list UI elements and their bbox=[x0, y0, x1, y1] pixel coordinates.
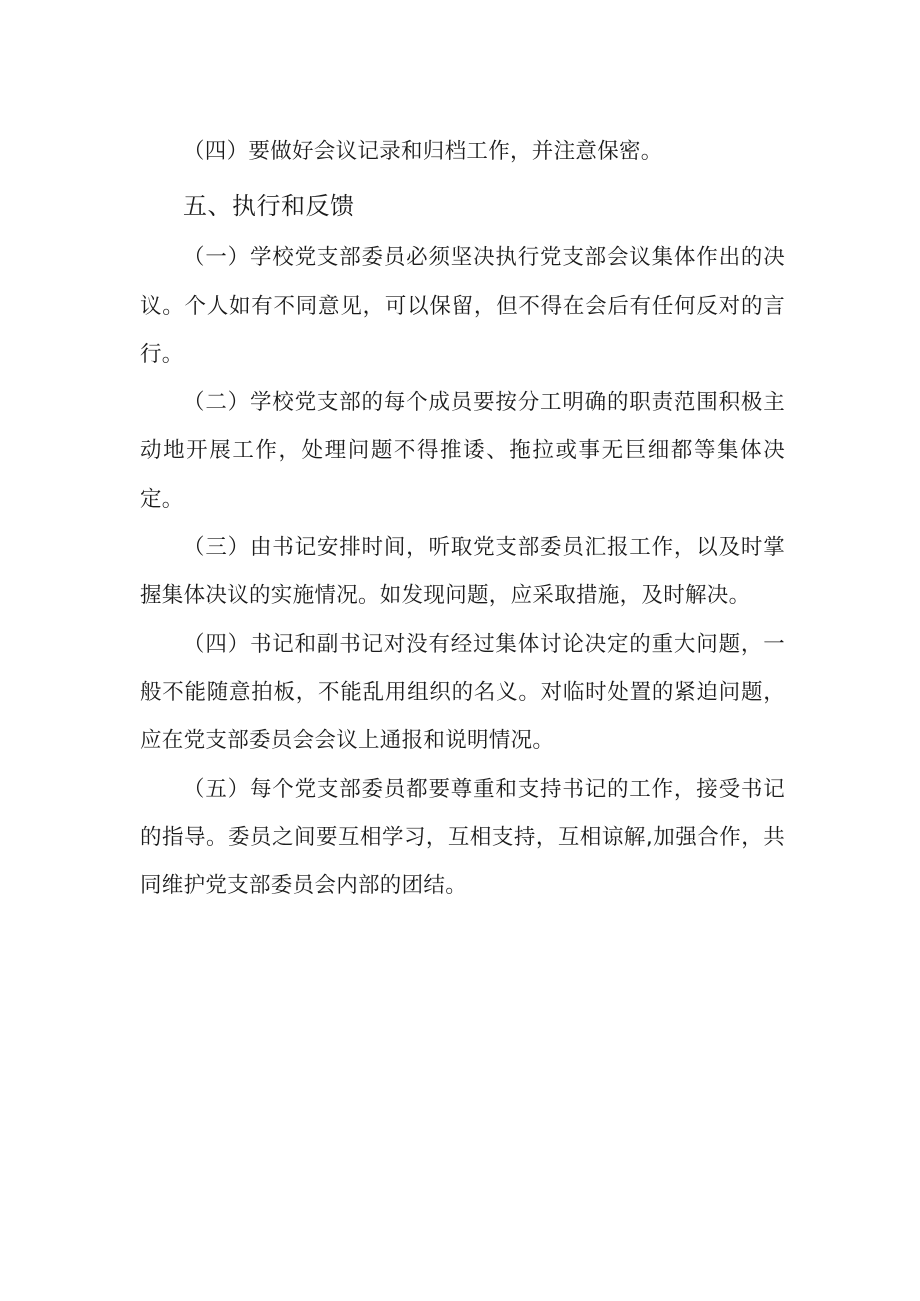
paragraph-item-2: （二）学校党支部的每个成员要按分工明确的职责范围积极主动地开展工作，处理问题不得推诿、拖拉或事无巨细都等集体决定。 bbox=[140, 390, 785, 512]
paragraph-item-1: （一）学校党支部委员必须坚决执行党支部会议集体作出的决议。个人如有不同意见，可以保留，但不得在会后有任何反对的言行。 bbox=[140, 245, 785, 367]
paragraph-item-3: （三）由书记安排时间，听取党支部委员汇报工作，以及时掌握集体决议的实施情况。如发现问题，应采取措施，及时解决。 bbox=[140, 535, 785, 609]
paragraph-record-keeping: （四）要做好会议记录和归档工作，并注意保密。 bbox=[183, 139, 663, 164]
paragraph-item-4: （四）书记和副书记对没有经过集体讨论决定的重大问题，一般不能随意拍板，不能乱用组织的名义。对临时处置的紧迫问题，应在党支部委员会会议上通报和说明情况。 bbox=[140, 631, 785, 754]
section-heading: 五、执行和反馈 bbox=[183, 192, 355, 221]
paragraph-item-5: （五）每个党支部委员都要尊重和支持书记的工作，接受书记的指导。委员之间要互相学习，互相支持，互相谅解,加强合作，共同维护党支部委员会内部的团结。 bbox=[140, 776, 785, 899]
document-body bbox=[140, 128, 785, 910]
